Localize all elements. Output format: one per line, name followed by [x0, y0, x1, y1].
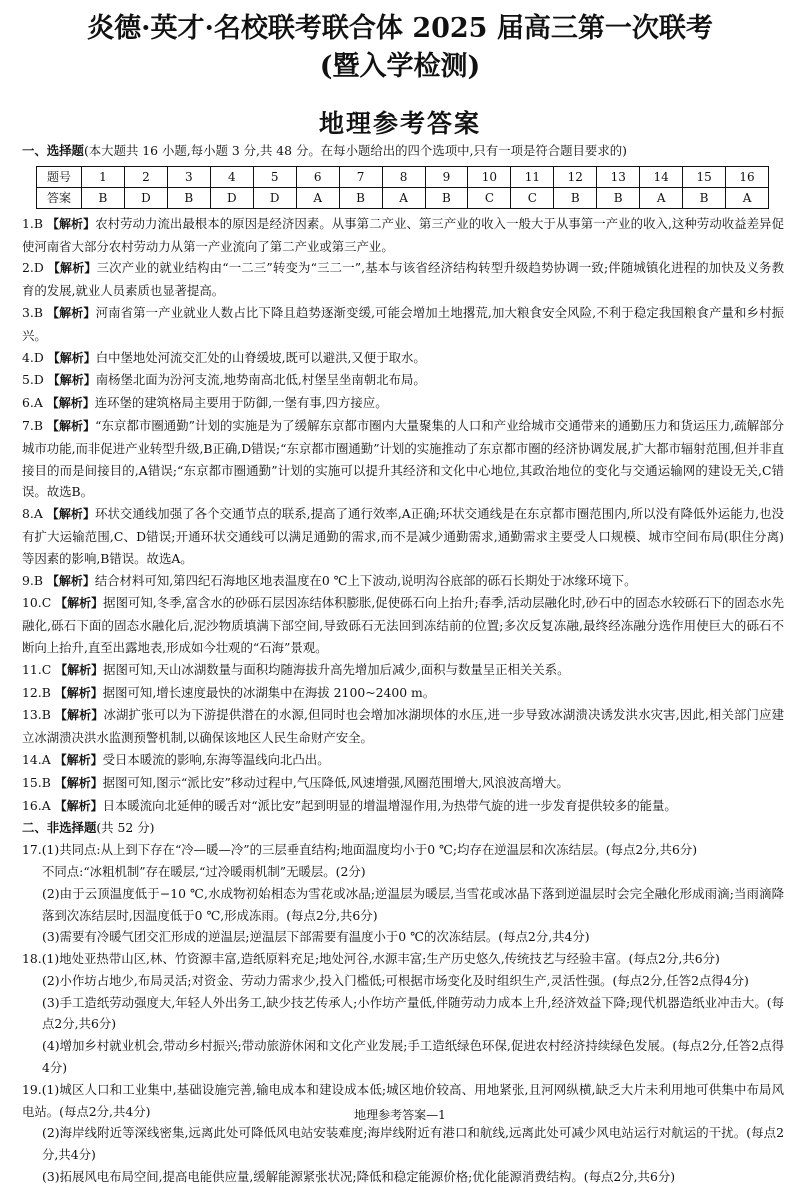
- question-number: 6: [296, 166, 339, 187]
- explanation-item: 2.D 【解析】三次产业的就业结构由“一二三”转变为“三二一”,基本与该省经济结构转型升级趋势协调一致;伴随城镇化进程的加快及义务教育的发展,就业人员素质也显著提高。: [22, 260, 784, 299]
- answer-cell: B: [425, 187, 468, 208]
- explanation-item: 11.C 【解析】据图可知,天山冰湖数量与面积均随海拔升高先增加后减少,面积与数量呈正相关关系。: [22, 661, 570, 677]
- answer-key-title: 地理参考答案: [318, 109, 481, 138]
- question-number: 13: [597, 166, 640, 187]
- question-18-part: 18.(1)地处亚热带山区,林、竹资源丰富,造纸原料充足;地处河谷,水源丰富;生产历史悠久,传统技艺与经验丰富。(每点2分,共6分): [22, 951, 720, 967]
- question-17-part: (3)需要有冷暖气团交汇形成的逆温层;逆温层下部需要有温度小于0 ℃的次冻结层。(每点2分,共4分): [42, 929, 590, 945]
- explanation-item: 8.A 【解析】环状交通线加强了各个交通节点的联系,提高了通行效率,A正确;环状交通线是在东京都市圈范围内,所以没有降低外运能力,也没有扩大运输范围,C、D错误;开通环状交通线可以满足通勤的需求,而不是减少通勤需求,通勤需求主要受人口规模、城市空间布局(职住分离)等因素的影响,B错误。故选A。: [22, 506, 784, 566]
- answer-cell: A: [640, 187, 683, 208]
- question-19-part: (2)海岸线附近等深线密集,远离此处可降低风电站安装难度;海岸线附近有港口和航线,远离此处可减少风电站运行对航运的干扰。(每点2分,共4分): [42, 1125, 784, 1163]
- exam-title: 炎德·英才·名校联考联合体 2025 届高三第一次联考: [87, 13, 713, 44]
- question-number: 7: [339, 166, 382, 187]
- question-17-part: 17.(1)共同点:从上到下存在“冷—暖—冷”的三层垂直结构;地面温度均小于0 ℃;均存在逆温层和次冻结层。(每点2分,共6分): [22, 842, 698, 858]
- question-number-row: [37, 166, 769, 187]
- question-number: 8: [382, 166, 425, 187]
- answer-row: [37, 187, 769, 208]
- explanation-item: 12.B 【解析】据图可知,增长速度最快的冰湖集中在海拔 2100~2400 m。: [22, 684, 436, 700]
- explanation-item: 15.B 【解析】据图可知,图示“派比安”移动过程中,气压降低,风速增强,风圈范围增大,风浪波高增大。: [22, 774, 569, 790]
- question-number: 2: [124, 166, 167, 187]
- answer-content: [22, 140, 784, 1188]
- explanation-item: 4.D 【解析】白中堡地处河流交汇处的山脊缓坡,既可以避洪,又便于取水。: [22, 349, 426, 365]
- answer-cell: A: [726, 187, 769, 208]
- question-number: 15: [683, 166, 726, 187]
- question-18-part: (3)手工造纸劳动强度大,年轻人外出务工,缺少技艺传承人;小作坊产量低,伴随劳动力成本上升,经济效益下降;现代机器造纸业冲击大。(每点2分,共6分): [42, 994, 784, 1032]
- answer-cell: B: [82, 187, 125, 208]
- question-18-part: (2)小作坊占地少,布局灵活;对资金、劳动力需求少,投入门槛低;可根据市场变化及时组织生产,灵活性强。(每点2分,任答2点得4分): [42, 972, 749, 988]
- explanation-item: 3.B 【解析】河南省第一产业就业人数占比下降且趋势逐渐变缓,可能会增加土地撂荒,加大粮食安全风险,不利于稳定我国粮食产量和乡村振兴。: [22, 304, 784, 343]
- answer-cell: D: [124, 187, 167, 208]
- answer-cell: B: [167, 187, 210, 208]
- question-number: 3: [167, 166, 210, 187]
- row-label-number: 题号: [37, 166, 82, 187]
- explanation-item: 1.B 【解析】农村劳动力流出最根本的原因是经济因素。从事第二产业、第三产业的收入一般大于从事第一产业的收入,这种劳动收益差异促使河南省大部分农村劳动力从第一产业流向了第二产业或第三产业。: [22, 215, 784, 254]
- explanation-item: 13.B 【解析】冰湖扩张可以为下游提供潜在的水源,但同时也会增加冰湖坝体的水压,进一步导致冰湖溃决诱发洪水灾害,因此,相关部门应建立冰湖溃决洪水监测预警机制,以确保该地区人民生命财产安全。: [22, 707, 784, 746]
- question-18-part: (4)增加乡村就业机会,带动乡村振兴;带动旅游休闲和文化产业发展;手工造纸绿色环保,促进农村经济持续绿色发展。(每点2分,任答2点得4分): [42, 1038, 784, 1076]
- question-19-part: 19.(1)城区人口和工业集中,基础设施完善,输电成本和建设成本低;城区地价较高、用地紧张,且河网纵横,缺乏大片未利用地可供集中布局风电站。(每点2分,共4分): [22, 1081, 784, 1119]
- explanation-item: 10.C 【解析】据图可知,冬季,富含水的砂砾石层因冻结体积膨胀,促使砾石向上抬升;春季,活动层融化时,砂石中的固态水较砾石下的固态水先融化,砾石下面的固态水融化后,泥沙物质填满下部空间,导致砾石无法回到冻结前的位置;多次反复冻融,最终经冻融分选作用使巨大的砾石不断向上抬升,直至出露地表,形成如今壮观的“石海”景观。: [22, 595, 785, 655]
- question-number: 11: [511, 166, 554, 187]
- question-number: 14: [640, 166, 683, 187]
- explanation-item: 14.A 【解析】受日本暖流的影响,东海等温线向北凸出。: [22, 751, 330, 767]
- question-17-part: (2)由于云顶温度低于−10 ℃,水成物初始相态为雪花或冰晶;逆温层为暖层,当雪花或冰晶下落到逆温层时会完全融化形成雨滴;当雨滴降落到次冻结层时,因温度低于0 ℃,形成冻雨。(每点2分,共6分): [42, 885, 784, 923]
- explanation-item: 7.B 【解析】“东京都市圈通勤”计划的实施是为了缓解东京都市圈内大量聚集的人口和产业给城市交通带来的通勤压力和货运压力,疏解部分城市功能,而非促进产业转型升级,B正确,D错误;“东京都市圈通勤”计划的实施推动了东京都市圈的经济协调发展,扩大都市辐射范围,但并非直接目的而是间接目的,A错误;“东京都市圈通勤”计划的实施可以提升其经济和文化中心地位,其政治地位的变化与交通运输网的建设无关,C错误。故选B。: [22, 417, 784, 500]
- answer-cell: C: [511, 187, 554, 208]
- question-number: 5: [253, 166, 296, 187]
- answer-cell: B: [683, 187, 726, 208]
- answer-cell: A: [382, 187, 425, 208]
- section2-heading: 二、非选择题(共 52 分): [22, 820, 155, 836]
- explanation-item: 16.A 【解析】日本暖流向北延伸的暖舌对“派比安”起到明显的增温增湿作用,为热带气旋的进一步发育提供较多的能量。: [22, 797, 677, 813]
- question-19-part: (3)拓展风电布局空间,提高电能供应量,缓解能源紧张状况;降低和稳定能源价格;优化能源消费结构。(每点2分,共6分): [42, 1169, 676, 1185]
- answer-cell: D: [253, 187, 296, 208]
- answer-cell: C: [468, 187, 511, 208]
- answer-table: [36, 166, 769, 209]
- explanation-item: 6.A 【解析】连环堡的建筑格局主要用于防御,一堡有事,四方接应。: [22, 395, 388, 411]
- question-number: 4: [210, 166, 253, 187]
- answer-cell: B: [339, 187, 382, 208]
- answer-cell: A: [296, 187, 339, 208]
- section1-heading: 一、选择题(本大题共 16 小题,每小题 3 分,共 48 分。在每小题给出的四个选项中,只有一项是符合题目要求的): [22, 143, 627, 158]
- question-number: 16: [726, 166, 769, 187]
- answer-cell: B: [597, 187, 640, 208]
- row-label-answer: 答案: [37, 187, 82, 208]
- question-number: 9: [425, 166, 468, 187]
- answer-cell: B: [554, 187, 597, 208]
- exam-subtitle: (暨入学检测): [319, 51, 481, 82]
- page-footer: 地理参考答案—1: [354, 1108, 446, 1122]
- question-number: 10: [468, 166, 511, 187]
- question-number: 1: [82, 166, 125, 187]
- explanation-item: 5.D 【解析】南杨堡北面为汾河支流,地势南高北低,村堡呈坐南朝北布局。: [22, 372, 426, 388]
- explanation-item: 9.B 【解析】结合材料可知,第四纪石海地区地表温度在0 ℃上下波动,说明沟谷底部的砾石长期处于冰缘环境下。: [22, 572, 637, 588]
- question-17-part: 不同点:“冰粗机制”存在暖层,“过冷暖雨机制”无暖层。(2分): [42, 863, 366, 879]
- question-number: 12: [554, 166, 597, 187]
- answer-cell: D: [210, 187, 253, 208]
